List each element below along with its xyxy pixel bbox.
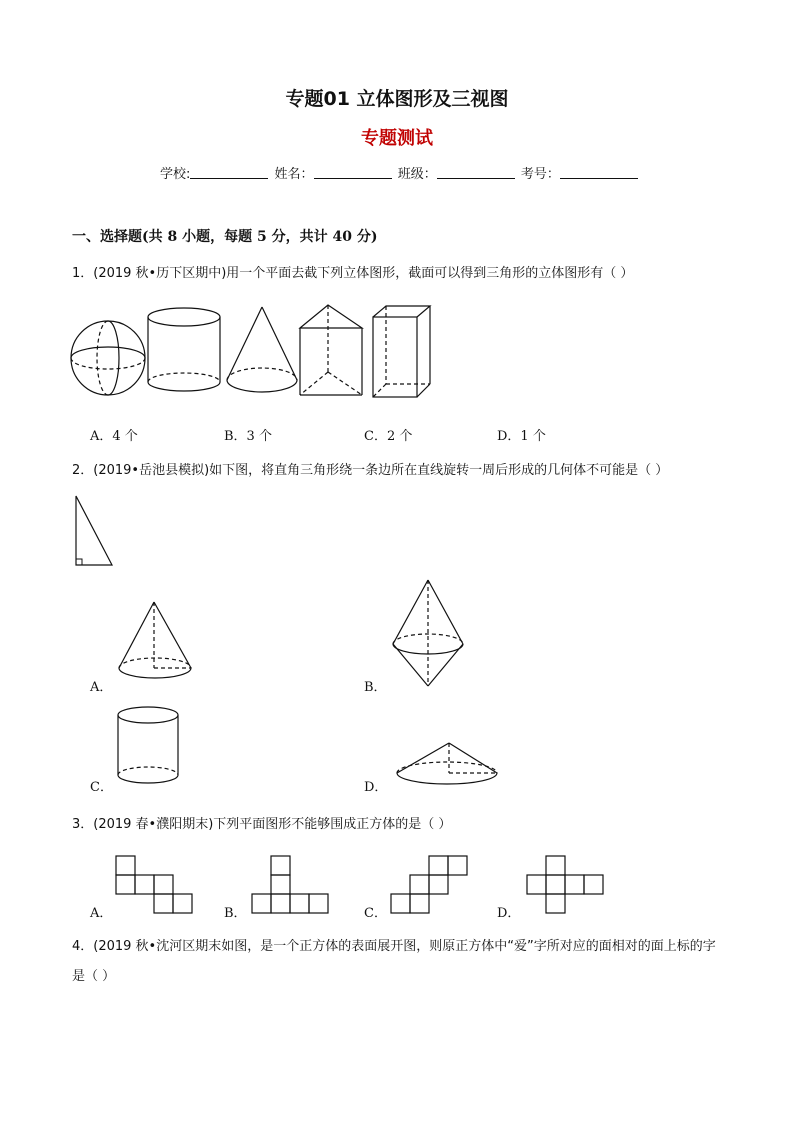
page-subtitle: 专题测试 [361, 128, 433, 149]
name-label: 姓名： [274, 167, 314, 182]
cuboid-shape [373, 306, 430, 397]
q2-option-d-flat-cone-figure [392, 738, 512, 798]
class-blank[interactable] [437, 166, 515, 179]
question-2-text: 2．(2019•岳池县模拟)如下图，将直角三角形绕一条边所在直线旋转一周后形成的几何体不可能是（ ） [72, 463, 669, 478]
q3-option-b[interactable]: B． [224, 906, 247, 921]
q3-option-a[interactable]: A． [90, 906, 113, 921]
student-info-line [160, 163, 640, 182]
q2-option-c[interactable]: C． [90, 780, 113, 795]
triangular-prism-shape [300, 305, 362, 395]
q1-shapes-figure [0, 300, 794, 420]
q2-option-c-cylinder-figure [110, 702, 210, 802]
question-3-text: 3．(2019 春•濮阳期末)下列平面图形不能够围成正方体的是（ ） [72, 817, 452, 832]
q2-option-b[interactable]: B． [364, 680, 387, 695]
q1-option-c[interactable]: C．2 个 [364, 429, 413, 444]
right-triangle-figure [70, 492, 130, 572]
q2-option-b-double-cone-figure [385, 576, 485, 696]
exam-no-blank[interactable] [560, 166, 638, 179]
section-heading: 一、选择题(共 8 小题，每题 5 分，共计 40 分) [72, 229, 378, 245]
school-blank[interactable] [190, 166, 268, 179]
q3-option-c[interactable]: C． [364, 906, 387, 921]
question-4-text: 4．(2019 秋•沈河区期末如图，是一个正方体的表面展开图，则原正方体中“爱”字所对应的面相对的面上标的字是（ ） [72, 939, 716, 984]
q1-option-a[interactable]: A．4 个 [90, 429, 138, 444]
class-label: 班级： [397, 167, 437, 182]
q3-option-d[interactable]: D． [497, 906, 521, 921]
sphere-shape [71, 321, 145, 395]
q2-option-a-cone-figure [110, 598, 210, 698]
q3-net-d-figure [527, 856, 627, 926]
name-blank[interactable] [314, 166, 392, 179]
cone-shape [227, 307, 297, 392]
page-title: 专题01 立体图形及三视图 [285, 88, 509, 110]
q1-option-d[interactable]: D．1 个 [497, 429, 546, 444]
school-label: 学校: [160, 167, 191, 182]
q3-net-a-figure [116, 856, 216, 926]
cylinder-shape [148, 308, 220, 391]
q3-net-c-figure [391, 856, 491, 926]
q2-option-d[interactable]: D． [364, 780, 388, 795]
q2-option-a[interactable]: A． [90, 680, 113, 695]
q3-net-b-figure [252, 856, 352, 926]
q1-option-b[interactable]: B．3 个 [224, 429, 272, 444]
exam-no-label: 考号： [520, 167, 560, 182]
question-1-text: 1．(2019 秋•历下区期中)用一个平面去截下列立体图形，截面可以得到三角形的立体图形有（ ） [72, 266, 634, 281]
